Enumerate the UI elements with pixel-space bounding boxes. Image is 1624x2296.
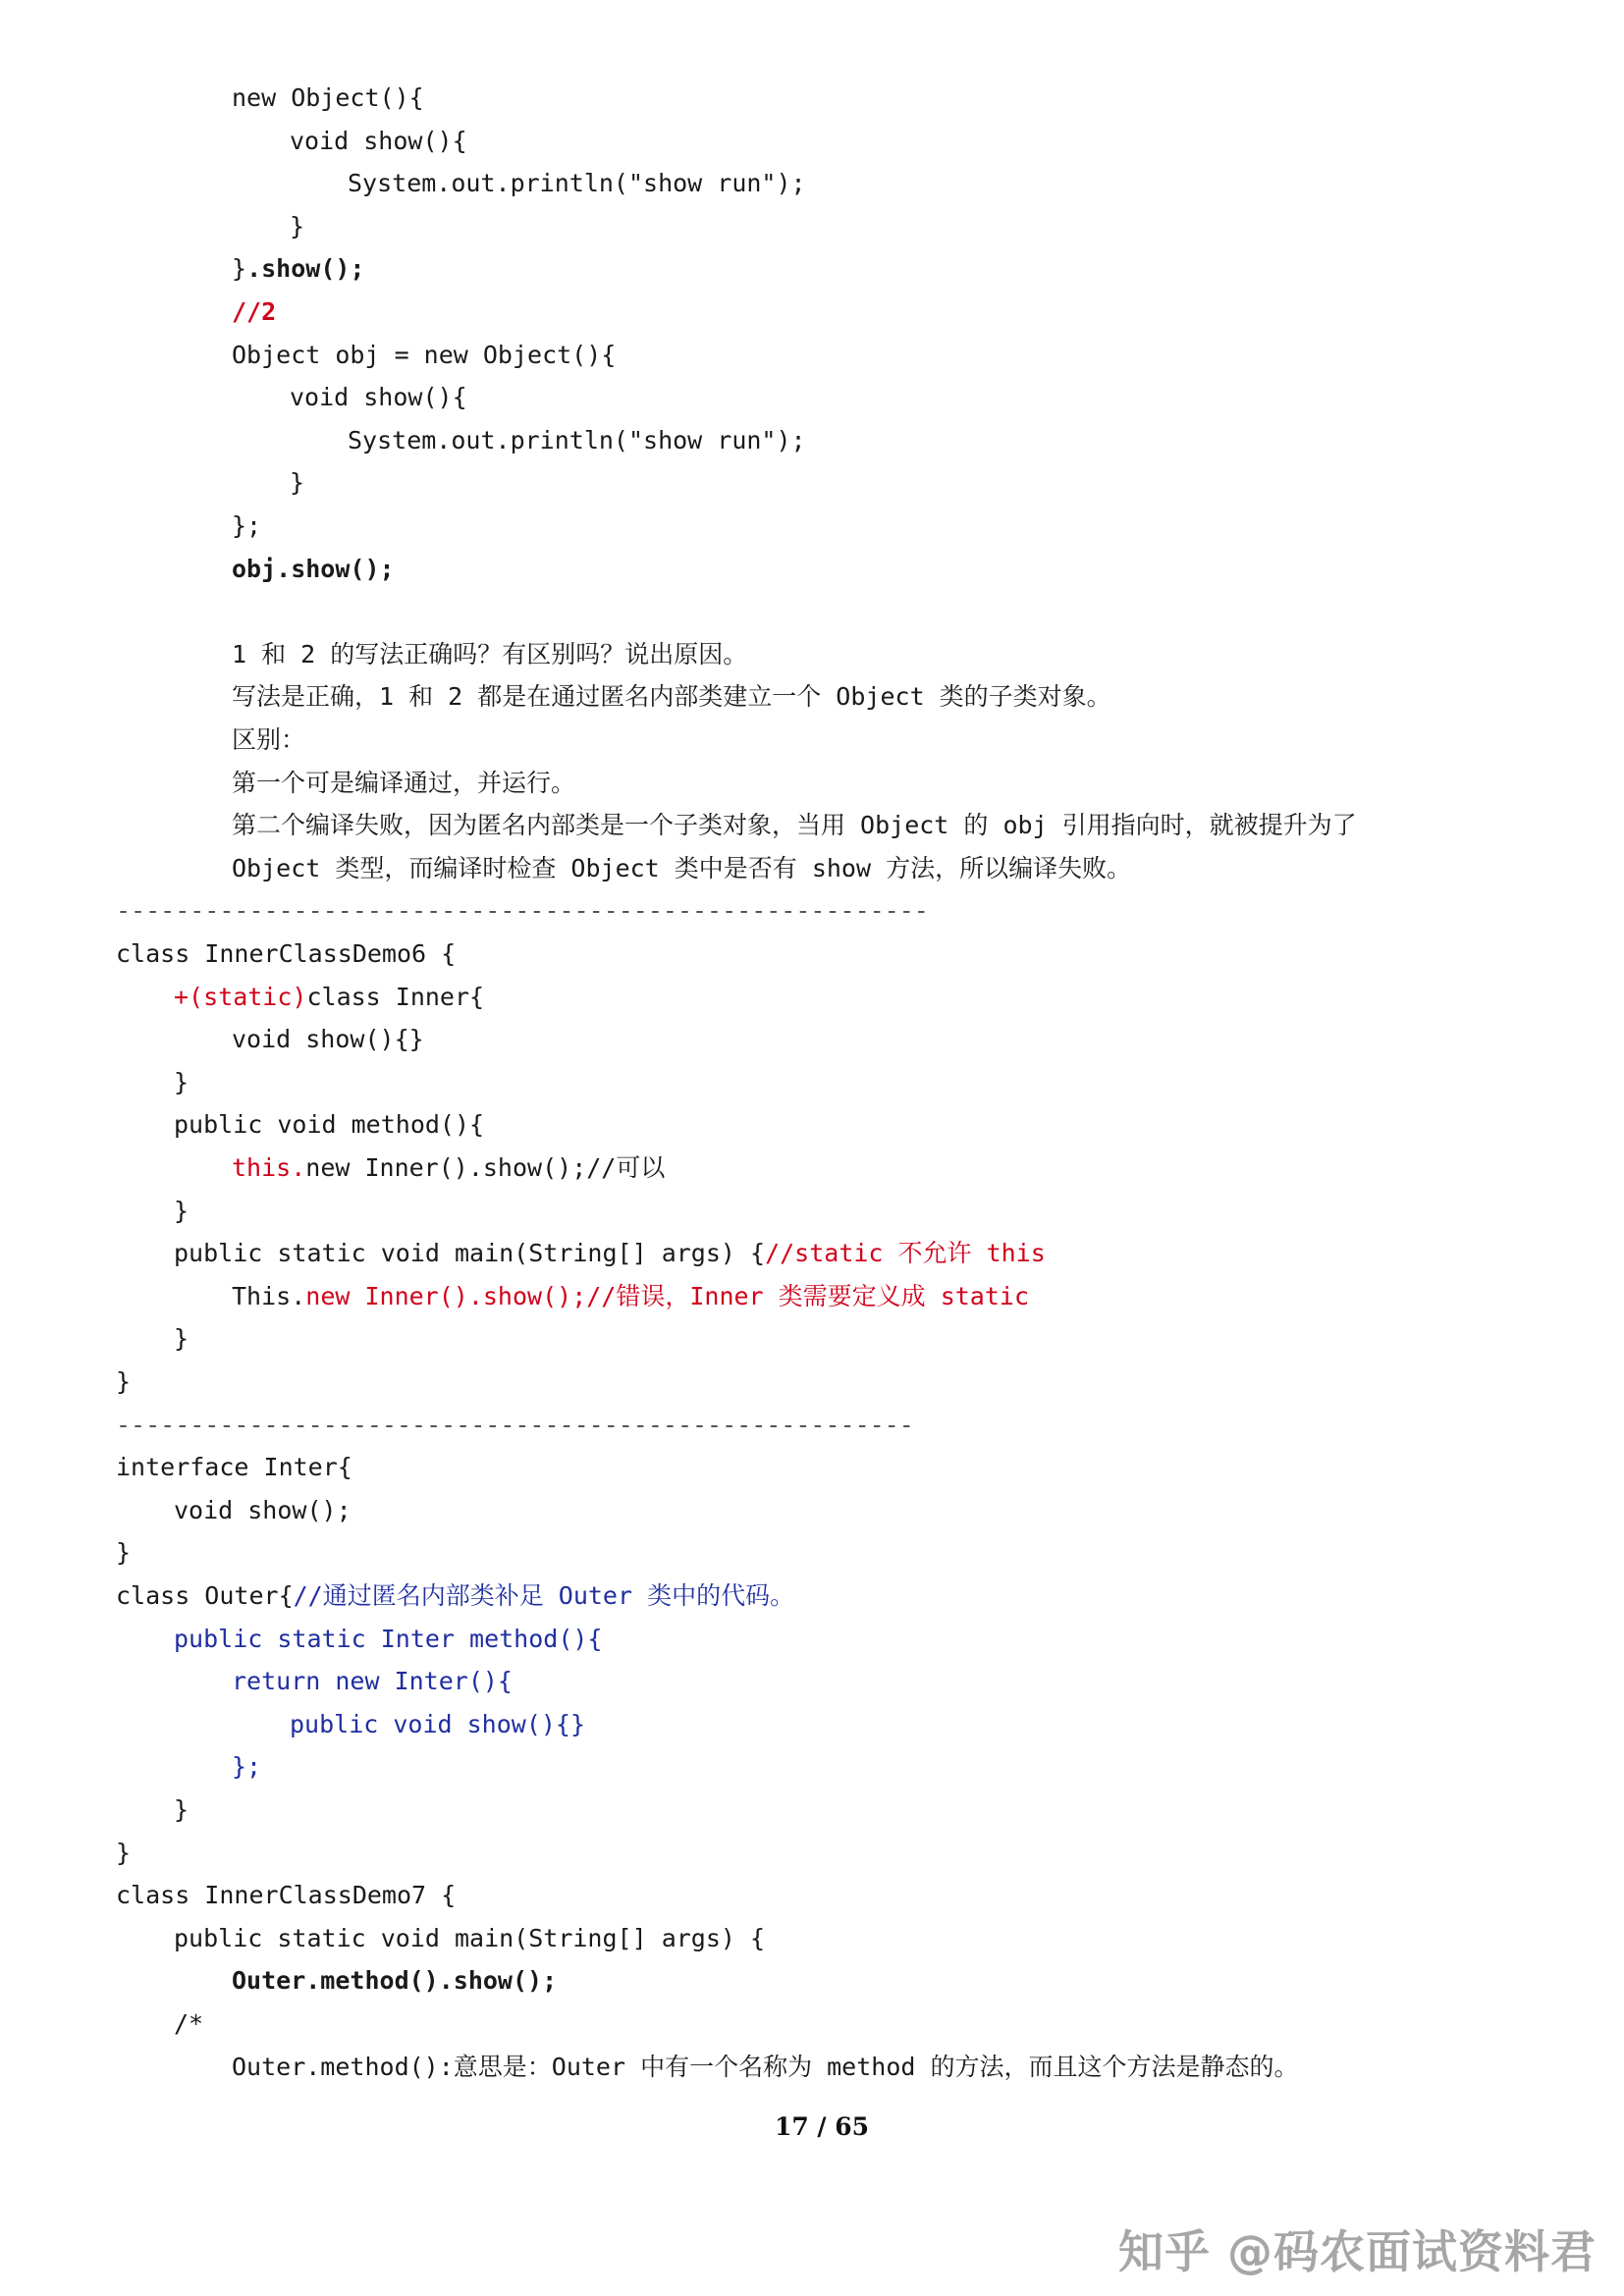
code-line [232, 2046, 1299, 2089]
code-segment: } [116, 1367, 132, 1396]
code-segment: new Object(){ [232, 83, 424, 112]
code-segment: public void method(){ [174, 1110, 485, 1140]
code-line [232, 291, 276, 334]
code-line [116, 889, 929, 933]
code-segment: new Inner().show();//错误，Inner 类需要定义成 static [305, 1281, 1030, 1310]
code-segment: ------------------------------------------------------- [116, 896, 929, 926]
code-segment: } [290, 211, 305, 240]
code-segment: Object obj = new Object(){ [232, 340, 617, 369]
code-segment: obj.show(); [232, 554, 395, 583]
code-line [232, 804, 1357, 847]
code-segment: System.out.println("show run"); [348, 169, 806, 198]
code-line [174, 1917, 765, 1960]
code-line [348, 162, 806, 205]
code-line [232, 675, 1111, 719]
code-segment: class Inner{ [306, 982, 485, 1011]
code-line [290, 376, 467, 419]
code-segment: public void show(){} [290, 1709, 586, 1738]
code-line [290, 120, 467, 163]
code-segment: 1 和 2 的写法正确吗？有区别吗？说出原因。 [232, 639, 748, 668]
code-line [232, 633, 747, 676]
code-segment: } [116, 1538, 132, 1568]
code-segment: 第一个可是编译通过，并运行。 [232, 768, 576, 797]
code-segment: } [174, 1795, 189, 1824]
code-segment: new Inner().show();//可以 [305, 1153, 666, 1182]
code-line [232, 505, 261, 548]
code-line [174, 976, 484, 1019]
zhihu-watermark: 知乎 @码农面试资料君 [1117, 2225, 1597, 2278]
code-line [116, 1446, 352, 1489]
code-segment: public static void main(String[] args) { [174, 1239, 766, 1268]
code-segment: } [116, 1838, 132, 1867]
code-line [174, 1489, 352, 1532]
code-segment: class InnerClassDemo6 { [116, 939, 457, 968]
code-line [174, 1789, 189, 1832]
code-line [232, 847, 1131, 890]
code-segment: }; [232, 511, 262, 540]
code-segment: } [174, 1324, 189, 1354]
code-line [174, 1232, 1046, 1275]
code-segment: //static 不允许 this [765, 1239, 1046, 1268]
code-segment: } [174, 1196, 189, 1225]
code-line [232, 1660, 513, 1703]
code-line [116, 1874, 456, 1917]
code-line [232, 334, 616, 377]
code-line [290, 205, 304, 248]
code-segment: void show(){ [290, 383, 467, 412]
code-line [116, 1361, 131, 1404]
code-segment: } [174, 1067, 189, 1096]
code-segment: void show(){ [290, 126, 467, 155]
code-line [232, 548, 395, 591]
code-segment: Outer.method():意思是：Outer 中有一个名称为 method 的方法，而且这个方法是静态的。 [232, 2052, 1299, 2081]
code-line [232, 719, 305, 762]
code-segment: this. [232, 1153, 306, 1182]
code-line [232, 1147, 665, 1190]
code-segment: System.out.println("show run"); [348, 425, 806, 454]
code-segment: //通过匿名内部类补足 Outer 类中的代码。 [293, 1581, 795, 1610]
code-segment: return new Inter(){ [232, 1667, 513, 1696]
code-segment: 区别： [232, 725, 306, 754]
code-line [116, 1404, 914, 1447]
code-segment: 第二个编译失败，因为匿名内部类是一个子类对象，当用 Object 的 obj 引用指向时，就被提升为了 [232, 811, 1357, 840]
code-line [116, 1575, 794, 1618]
code-segment: .show(); [246, 254, 365, 284]
code-line [174, 1190, 189, 1233]
code-line [174, 2002, 203, 2046]
page-number: 17 / 65 [774, 2112, 870, 2141]
code-segment: ------------------------------------------------------ [116, 1410, 914, 1439]
code-segment: Outer.method().show(); [232, 1966, 558, 1996]
code-segment: }; [232, 1752, 262, 1782]
code-line [232, 1018, 424, 1061]
code-segment: void show(); [174, 1495, 352, 1524]
code-segment: void show(){} [232, 1025, 424, 1054]
code-line [232, 1275, 1029, 1318]
code-segment: class Outer{ [116, 1581, 294, 1610]
code-segment: interface Inter{ [116, 1453, 352, 1482]
code-segment: } [290, 468, 305, 498]
code-line [174, 1317, 189, 1361]
code-segment: 写法是正确，1 和 2 都是在通过匿名内部类建立一个 Object 类的子类对象。 [232, 682, 1111, 712]
code-line [290, 461, 304, 505]
code-segment: class InnerClassDemo7 { [116, 1881, 457, 1910]
code-line [232, 1745, 261, 1789]
code-segment: } [232, 254, 247, 284]
code-segment: /* [174, 2009, 204, 2038]
code-line [232, 77, 424, 120]
code-line [232, 1959, 557, 2002]
code-segment: public static Inter method(){ [174, 1624, 603, 1653]
code-line [116, 1531, 131, 1575]
code-segment: Object 类型，而编译时检查 Object 类中是否有 show 方法，所以编译失败。 [232, 853, 1132, 882]
code-line [348, 419, 806, 462]
code-line [174, 1061, 189, 1104]
code-line [174, 1103, 484, 1147]
code-segment: +(static) [174, 982, 307, 1011]
code-line [174, 1618, 603, 1661]
code-line [232, 247, 364, 291]
code-line [232, 762, 575, 805]
code-line [290, 1703, 585, 1746]
code-line [116, 933, 456, 976]
code-segment: //2 [232, 297, 277, 326]
code-segment: public static void main(String[] args) { [174, 1923, 766, 1952]
code-segment: This. [232, 1281, 306, 1310]
code-line [116, 1832, 131, 1875]
